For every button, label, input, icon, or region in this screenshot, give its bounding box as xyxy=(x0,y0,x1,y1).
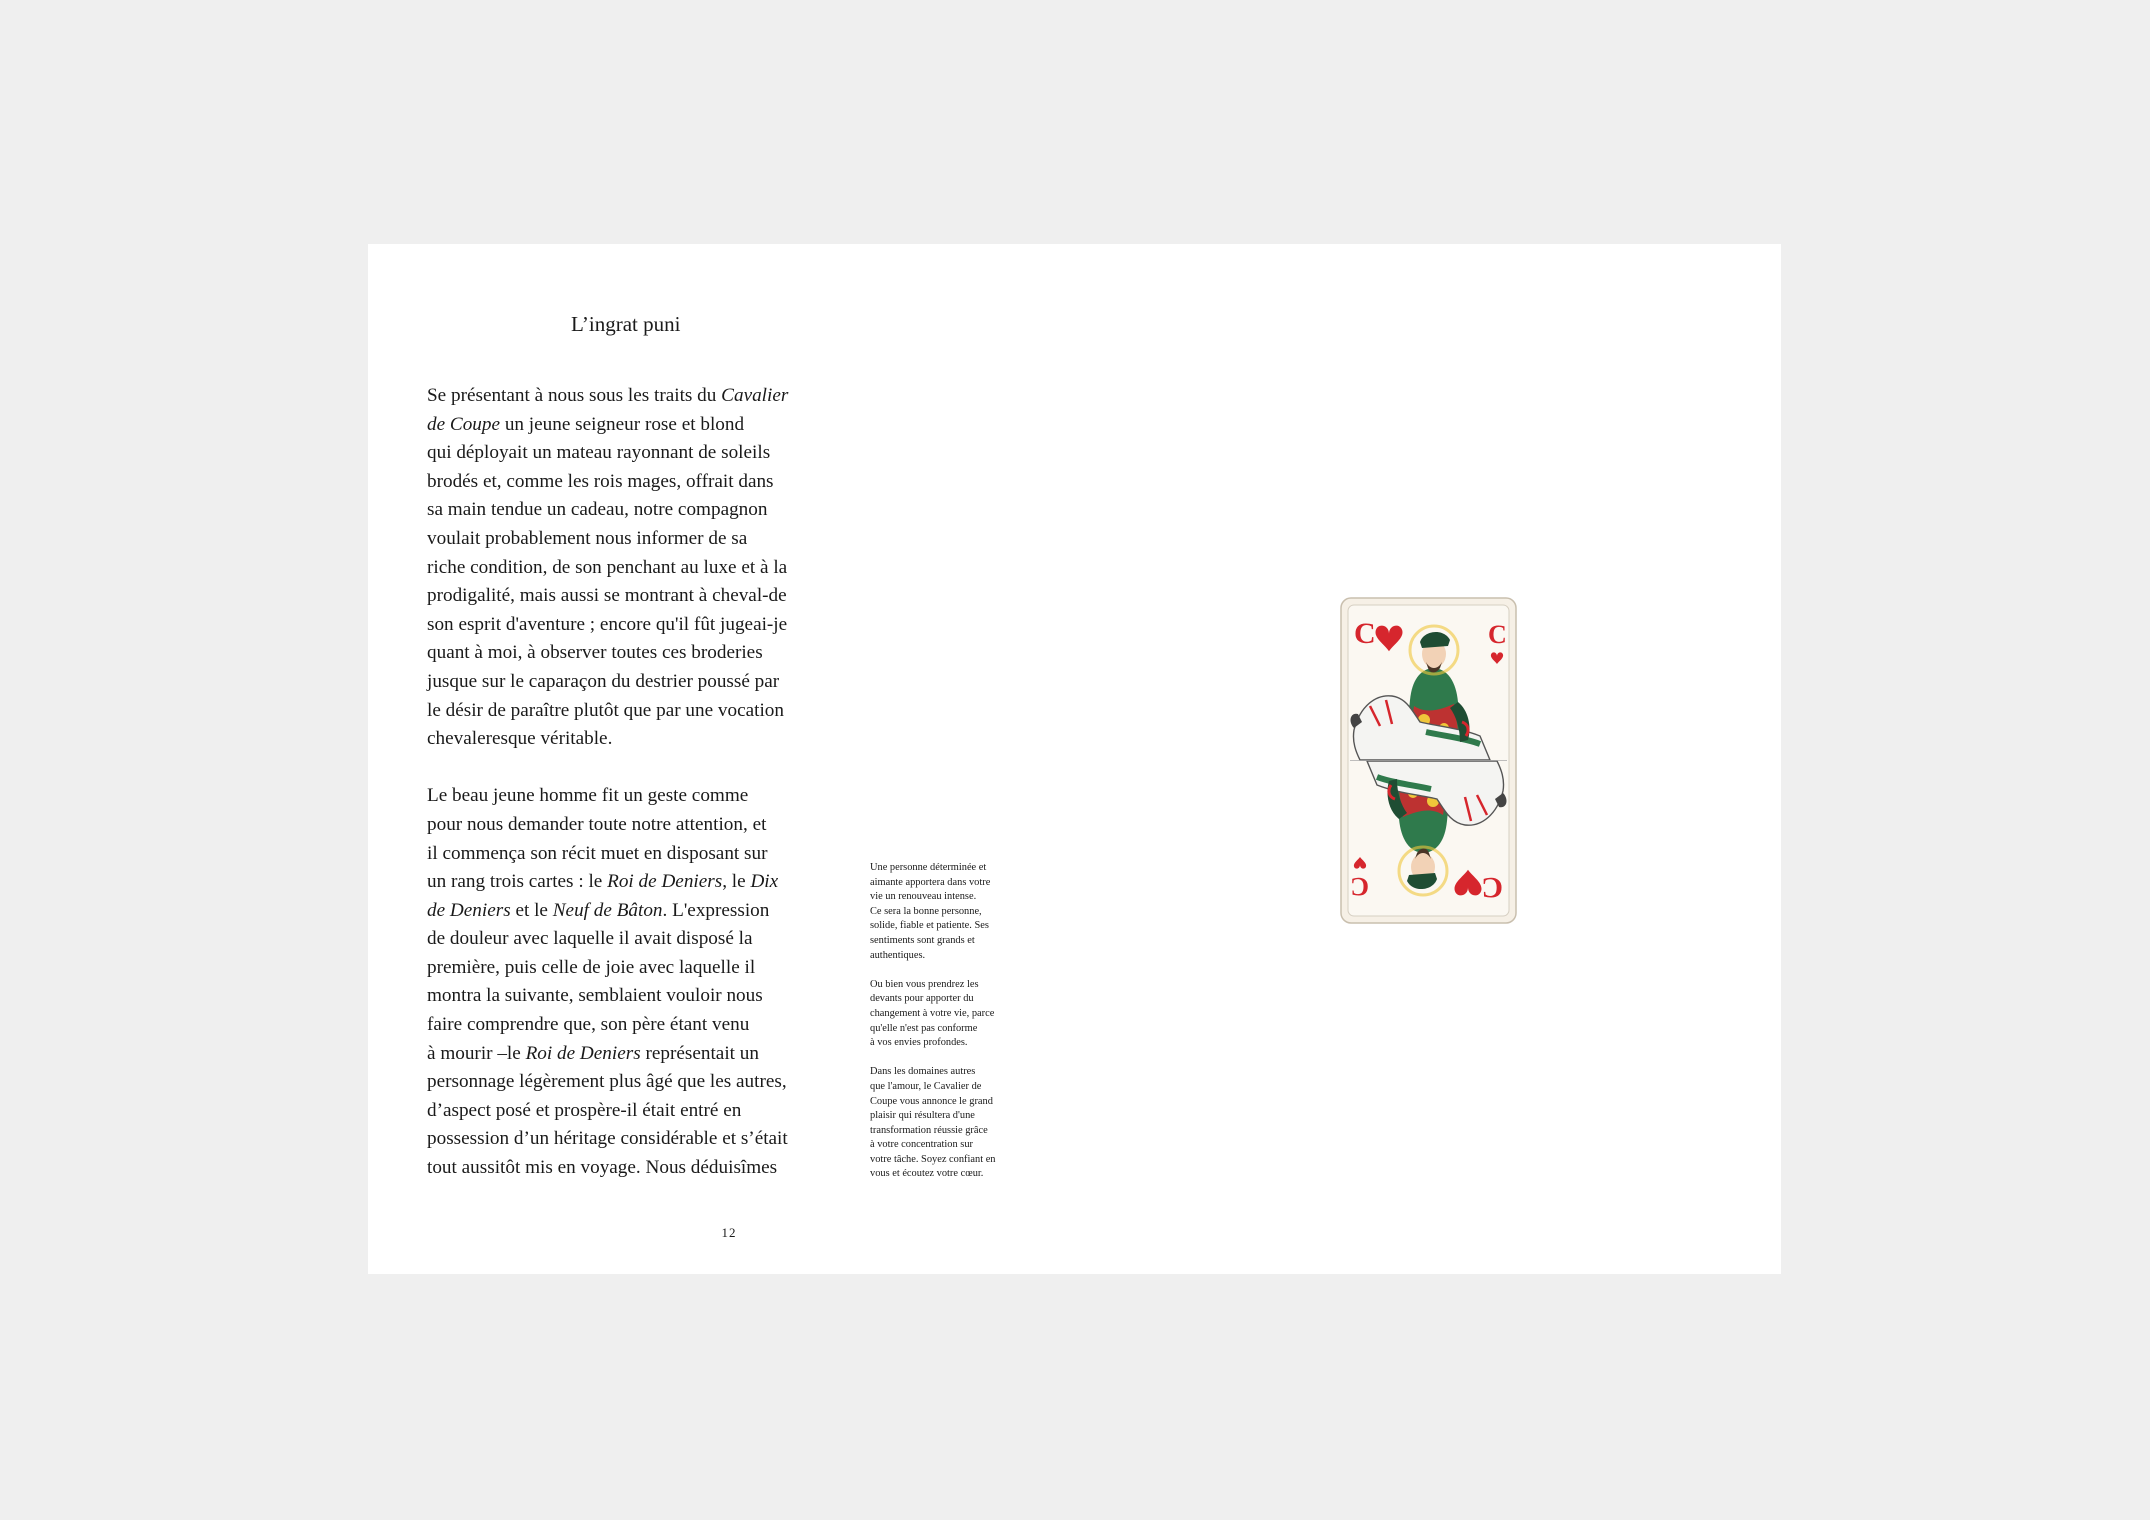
text-line: de Coupe un jeune seigneur rose et blond xyxy=(427,413,745,435)
sidenote-line: Coupe vous annonce le grand xyxy=(870,1095,993,1107)
card-index-letter: C xyxy=(1354,617,1376,650)
text-line: pour nous demander toute notre attention, et xyxy=(427,813,767,835)
sidenote-line: à vos envies profondes. xyxy=(870,1037,968,1049)
sidenote-line: Dans les domaines autres xyxy=(870,1066,976,1078)
paragraph-2 xyxy=(427,782,857,1182)
sidenote-paragraph-1 xyxy=(870,861,1030,963)
text-line: riche condition, de son penchant au luxe et à la xyxy=(427,556,788,578)
sidenote-line: aimante apportera dans votre xyxy=(870,876,991,888)
sidenote-line: vie un renouveau intense. xyxy=(870,891,977,903)
page-number: 12 xyxy=(721,1225,737,1240)
sidenote-line: Ou bien vous prendrez les xyxy=(870,978,979,990)
sidenote-line: votre tâche. Soyez confiant en xyxy=(870,1153,996,1165)
text-line: de Deniers et le Neuf de Bâton. L'expression xyxy=(427,899,770,921)
sidenote-paragraph-3 xyxy=(870,1065,1030,1182)
text-line: de douleur avec laquelle il avait disposé la xyxy=(427,928,753,950)
card-index-letter: C xyxy=(1350,872,1369,901)
card-index-letter: C xyxy=(1481,871,1503,904)
chapter-title: L’ingrat puni xyxy=(571,312,681,336)
sidenote-line: Une personne déterminée et xyxy=(870,862,987,873)
text-line: chevaleresque véritable. xyxy=(427,728,613,750)
text-line: Le beau jeune homme fit un geste comme xyxy=(427,785,749,807)
sidenote-line: authentiques. xyxy=(870,949,926,961)
sidenote-line: qu'elle n'est pas conforme xyxy=(870,1022,978,1034)
text-line: quant à moi, à observer toutes ces broderies xyxy=(427,642,763,664)
text-line: à mourir –le Roi de Deniers représentait un xyxy=(427,1042,759,1064)
sidenote xyxy=(870,861,1030,1197)
sidenote-paragraph-2 xyxy=(870,978,1030,1051)
sidenote-line: sentiments sont grands et xyxy=(870,934,975,946)
sidenote-line: que l'amour, le Cavalier de xyxy=(870,1080,982,1092)
playing-card-cavalier-de-coupe xyxy=(1340,597,1517,924)
book-spread xyxy=(368,244,1781,1274)
text-line: voulait probablement nous informer de sa xyxy=(427,527,748,549)
body-text xyxy=(427,382,857,1211)
paragraph-1 xyxy=(427,382,857,754)
text-line: brodés et, comme les rois mages, offrait dans xyxy=(427,470,774,492)
text-line: possession d’un héritage considérable et s’était xyxy=(427,1128,788,1150)
sidenote-line: changement à votre vie, parce xyxy=(870,1007,995,1019)
text-line: montra la suivante, semblaient vouloir nous xyxy=(427,985,763,1007)
text-line: Se présentant à nous sous les traits du Cavalier xyxy=(427,385,789,406)
sidenote-line: solide, fiable et patiente. Ses xyxy=(870,920,989,932)
text-line: personnage légèrement plus âgé que les autres, xyxy=(427,1071,787,1093)
sidenote-line: vous et écoutez votre cœur. xyxy=(870,1168,984,1180)
sidenote-line: devants pour apporter du xyxy=(870,993,974,1005)
text-line: il commença son récit muet en disposant sur xyxy=(427,842,768,864)
card-index-letter: C xyxy=(1488,620,1507,649)
text-line: sa main tendue un cadeau, notre compagnon xyxy=(427,499,768,521)
text-line: jusque sur le caparaçon du destrier poussé par xyxy=(427,670,780,692)
text-line: tout aussitôt mis en voyage. Nous déduisîmes xyxy=(427,1157,778,1179)
text-line: faire comprendre que, son père étant venu xyxy=(427,1014,750,1036)
text-line: d’aspect posé et prospère-il était entré en xyxy=(427,1099,742,1121)
sidenote-line: plaisir qui résultera d'une xyxy=(870,1110,975,1122)
text-line: qui déployait un mateau rayonnant de soleils xyxy=(427,442,771,464)
text-line: première, puis celle de joie avec laquelle il xyxy=(427,956,756,978)
text-line: un rang trois cartes : le Roi de Deniers, le Dix xyxy=(427,871,779,893)
sidenote-line: Ce sera la bonne personne, xyxy=(870,905,982,917)
text-line: le désir de paraître plutôt que par une vocation xyxy=(427,699,784,721)
sidenote-line: à votre concentration sur xyxy=(870,1139,973,1151)
sidenote-line: transformation réussie grâce xyxy=(870,1124,988,1136)
text-line: prodigalité, mais aussi se montrant à cheval-de xyxy=(427,585,787,607)
text-line: son esprit d'aventure ; encore qu'il fût jugeai-je xyxy=(427,613,788,635)
